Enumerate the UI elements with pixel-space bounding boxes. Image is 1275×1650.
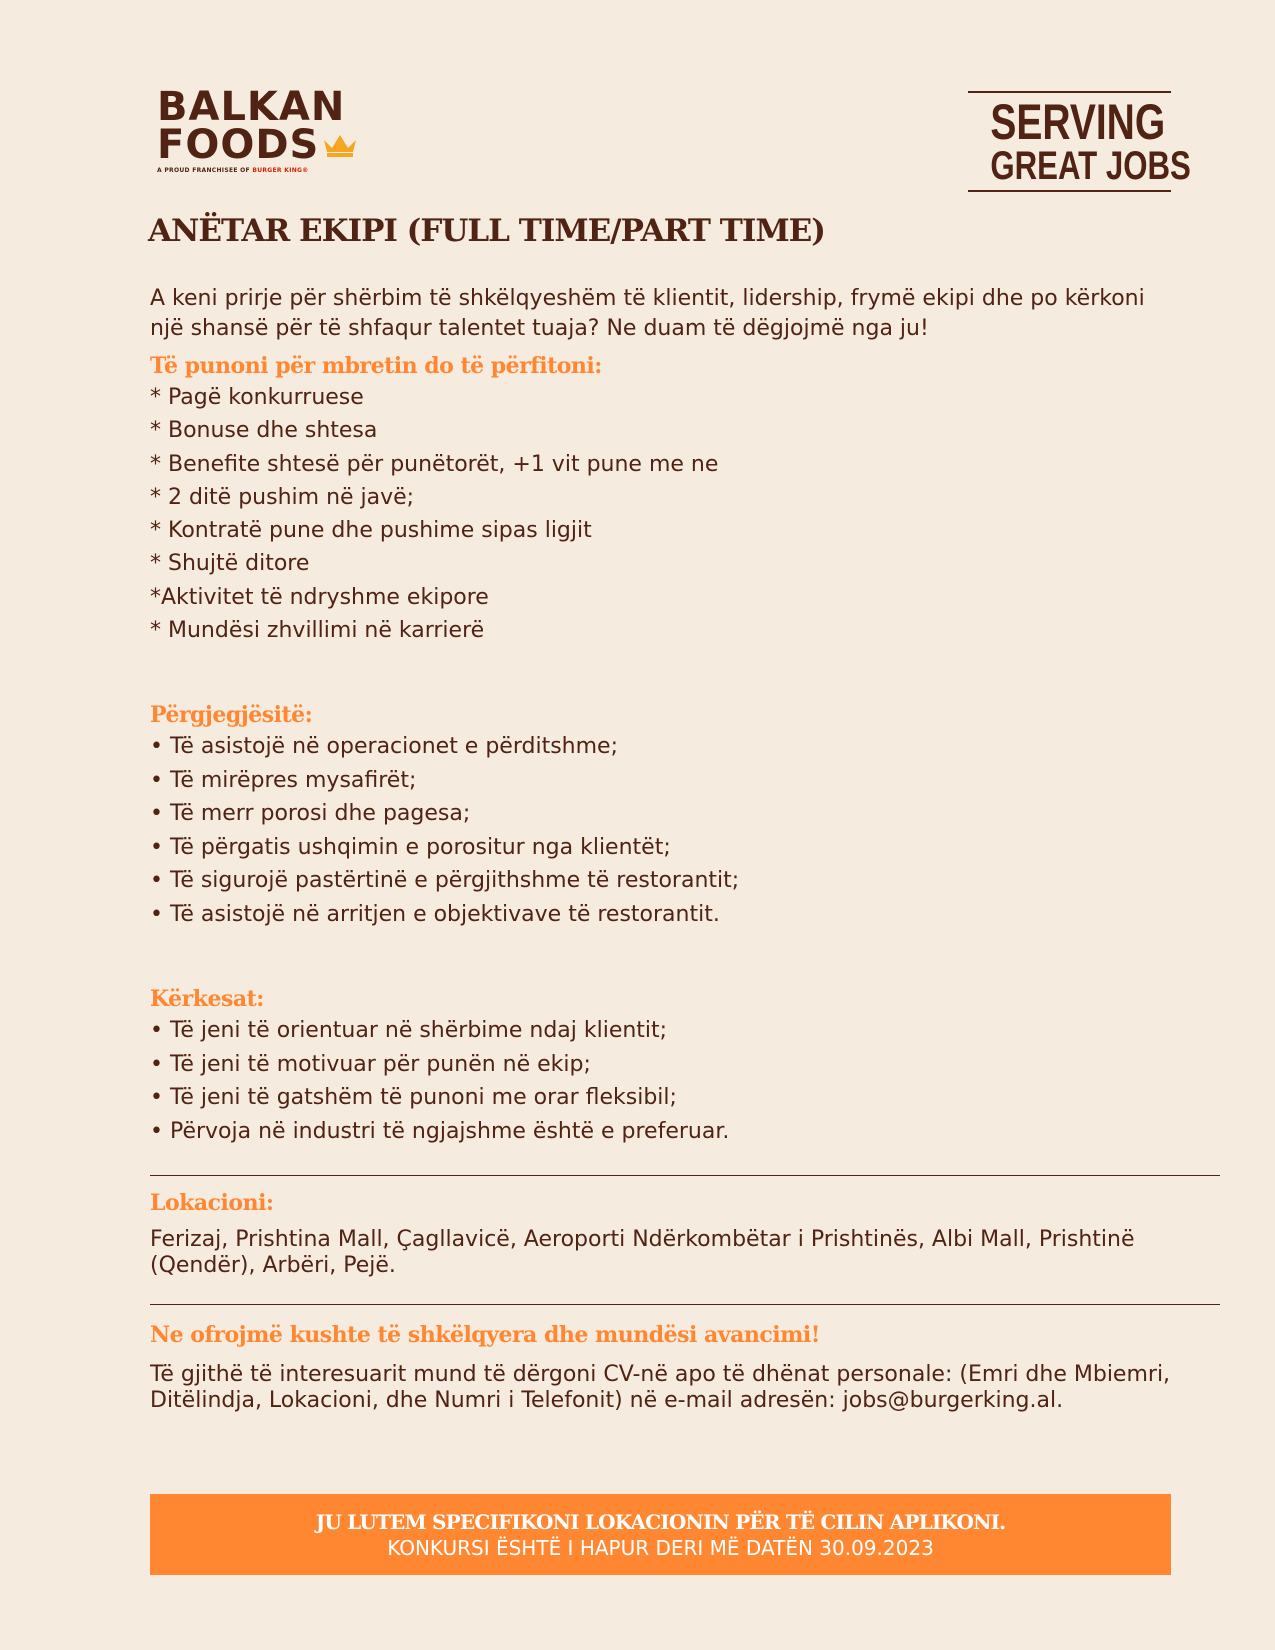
divider — [150, 1175, 1220, 1176]
list-item: • Të mirëpres mysafirët; — [150, 767, 417, 793]
locations-heading: Lokacioni: — [150, 1190, 274, 1217]
page-title: ANËTAR EKIPI (FULL TIME/PART TIME) — [148, 213, 825, 249]
list-item: • Të përgatis ushqimin e porositur nga klientët; — [150, 834, 671, 860]
logo-row-foods — [157, 122, 358, 168]
locations-text: Ferizaj, Prishtina Mall, Çagllavicë, Aeroporti Ndërkombëtar i Prishtinës, Albi Mall, Prishtinë (Qendër), Arbëri, Pejë. — [150, 1227, 1135, 1279]
benefits-heading: Të punoni për mbretin do të përfitoni: — [150, 353, 602, 379]
list-item: * Shujtë ditore — [150, 551, 310, 577]
list-item: • Të jeni të orientuar në shërbime ndaj klientit; — [150, 1018, 668, 1044]
balkan-foods-logo — [157, 84, 358, 174]
list-item: • Të jeni të motivuar për punën në ekip; — [150, 1051, 591, 1077]
divider — [150, 1304, 1220, 1305]
list-item: * Benefite shtesë për punëtorët, +1 vit pune me ne — [150, 451, 719, 477]
application-text: Të gjithë të interesuarit mund të dërgoni CV-në apo të dhënat personale: (Emri dhe Mbiemri, Ditëlindja, Lokacioni, dhe Numri i Telefonit) në e-mail adresën: jobs@burgerking.al. — [150, 1362, 1171, 1414]
deadline-banner — [150, 1494, 1171, 1575]
logo-tagline-brand: BURGER KING® — [252, 167, 309, 174]
logo-word-balkan: BALKAN — [157, 84, 346, 130]
slogan-line-1: SERVING — [990, 94, 1166, 150]
logo-tagline-prefix: A PROUD FRANCHISEE OF — [157, 167, 250, 174]
serving-great-jobs-logo — [968, 91, 1191, 192]
list-item: * Kontratë pune dhe pushime sipas ligjit — [150, 518, 592, 544]
list-item: • Të asistojë në arritjen e objektivave të restorantit. — [150, 901, 720, 927]
banner-line-1: JU LUTEM SPECIFIKONI LOKACIONIN PËR TË CILIN APLIKONI. — [315, 1509, 1006, 1534]
responsibilities-list — [150, 730, 1220, 931]
list-item: * Pagë konkurruese — [150, 385, 364, 410]
crown-icon — [322, 132, 358, 158]
list-item: • Të sigurojë pastërtinë e përgjithshme të restorantit; — [150, 868, 740, 894]
slogan-line-2: GREAT JOBS — [990, 144, 1191, 188]
banner-line-2: KONKURSI ËSHTË I HAPUR DERI MË DATËN 30.09.2023 — [387, 1535, 934, 1560]
list-item: * Bonuse dhe shtesa — [150, 418, 378, 444]
list-item: *Aktivitet të ndryshme ekipore — [150, 584, 489, 610]
offer-heading: Ne ofrojmë kushte të shkëlqyera dhe mundësi avancimi! — [150, 1322, 820, 1349]
list-item: • Të merr porosi dhe pagesa; — [150, 801, 471, 827]
list-item: * Mundësi zhvillimi në karrierë — [150, 618, 485, 644]
requirements-list — [150, 1014, 1220, 1148]
requirements-heading: Kërkesat: — [150, 986, 264, 1013]
responsibilities-heading: Përgjegjësitë: — [150, 702, 313, 729]
logo-word-foods: FOODS — [157, 122, 320, 168]
list-item: • Të asistojë në operacionet e përditshme; — [150, 734, 618, 760]
list-item: • Përvoja në industri të ngjajshme është e preferuar. — [150, 1118, 730, 1144]
job-description — [150, 284, 1220, 1414]
benefits-list — [150, 381, 1220, 647]
intro-text: A keni prirje për shërbim të shkëlqyeshëm të klientit, lidership, frymë ekipi dhe po kërkoni një shansë për të shfaqur talentet tuaja? Ne duam të dëgjojmë nga ju! — [150, 286, 1145, 341]
list-item: * 2 ditë pushim në javë; — [150, 484, 415, 510]
logo-tagline — [157, 167, 358, 174]
list-item: • Të jeni të gatshëm të punoni me orar fleksibil; — [150, 1085, 677, 1111]
